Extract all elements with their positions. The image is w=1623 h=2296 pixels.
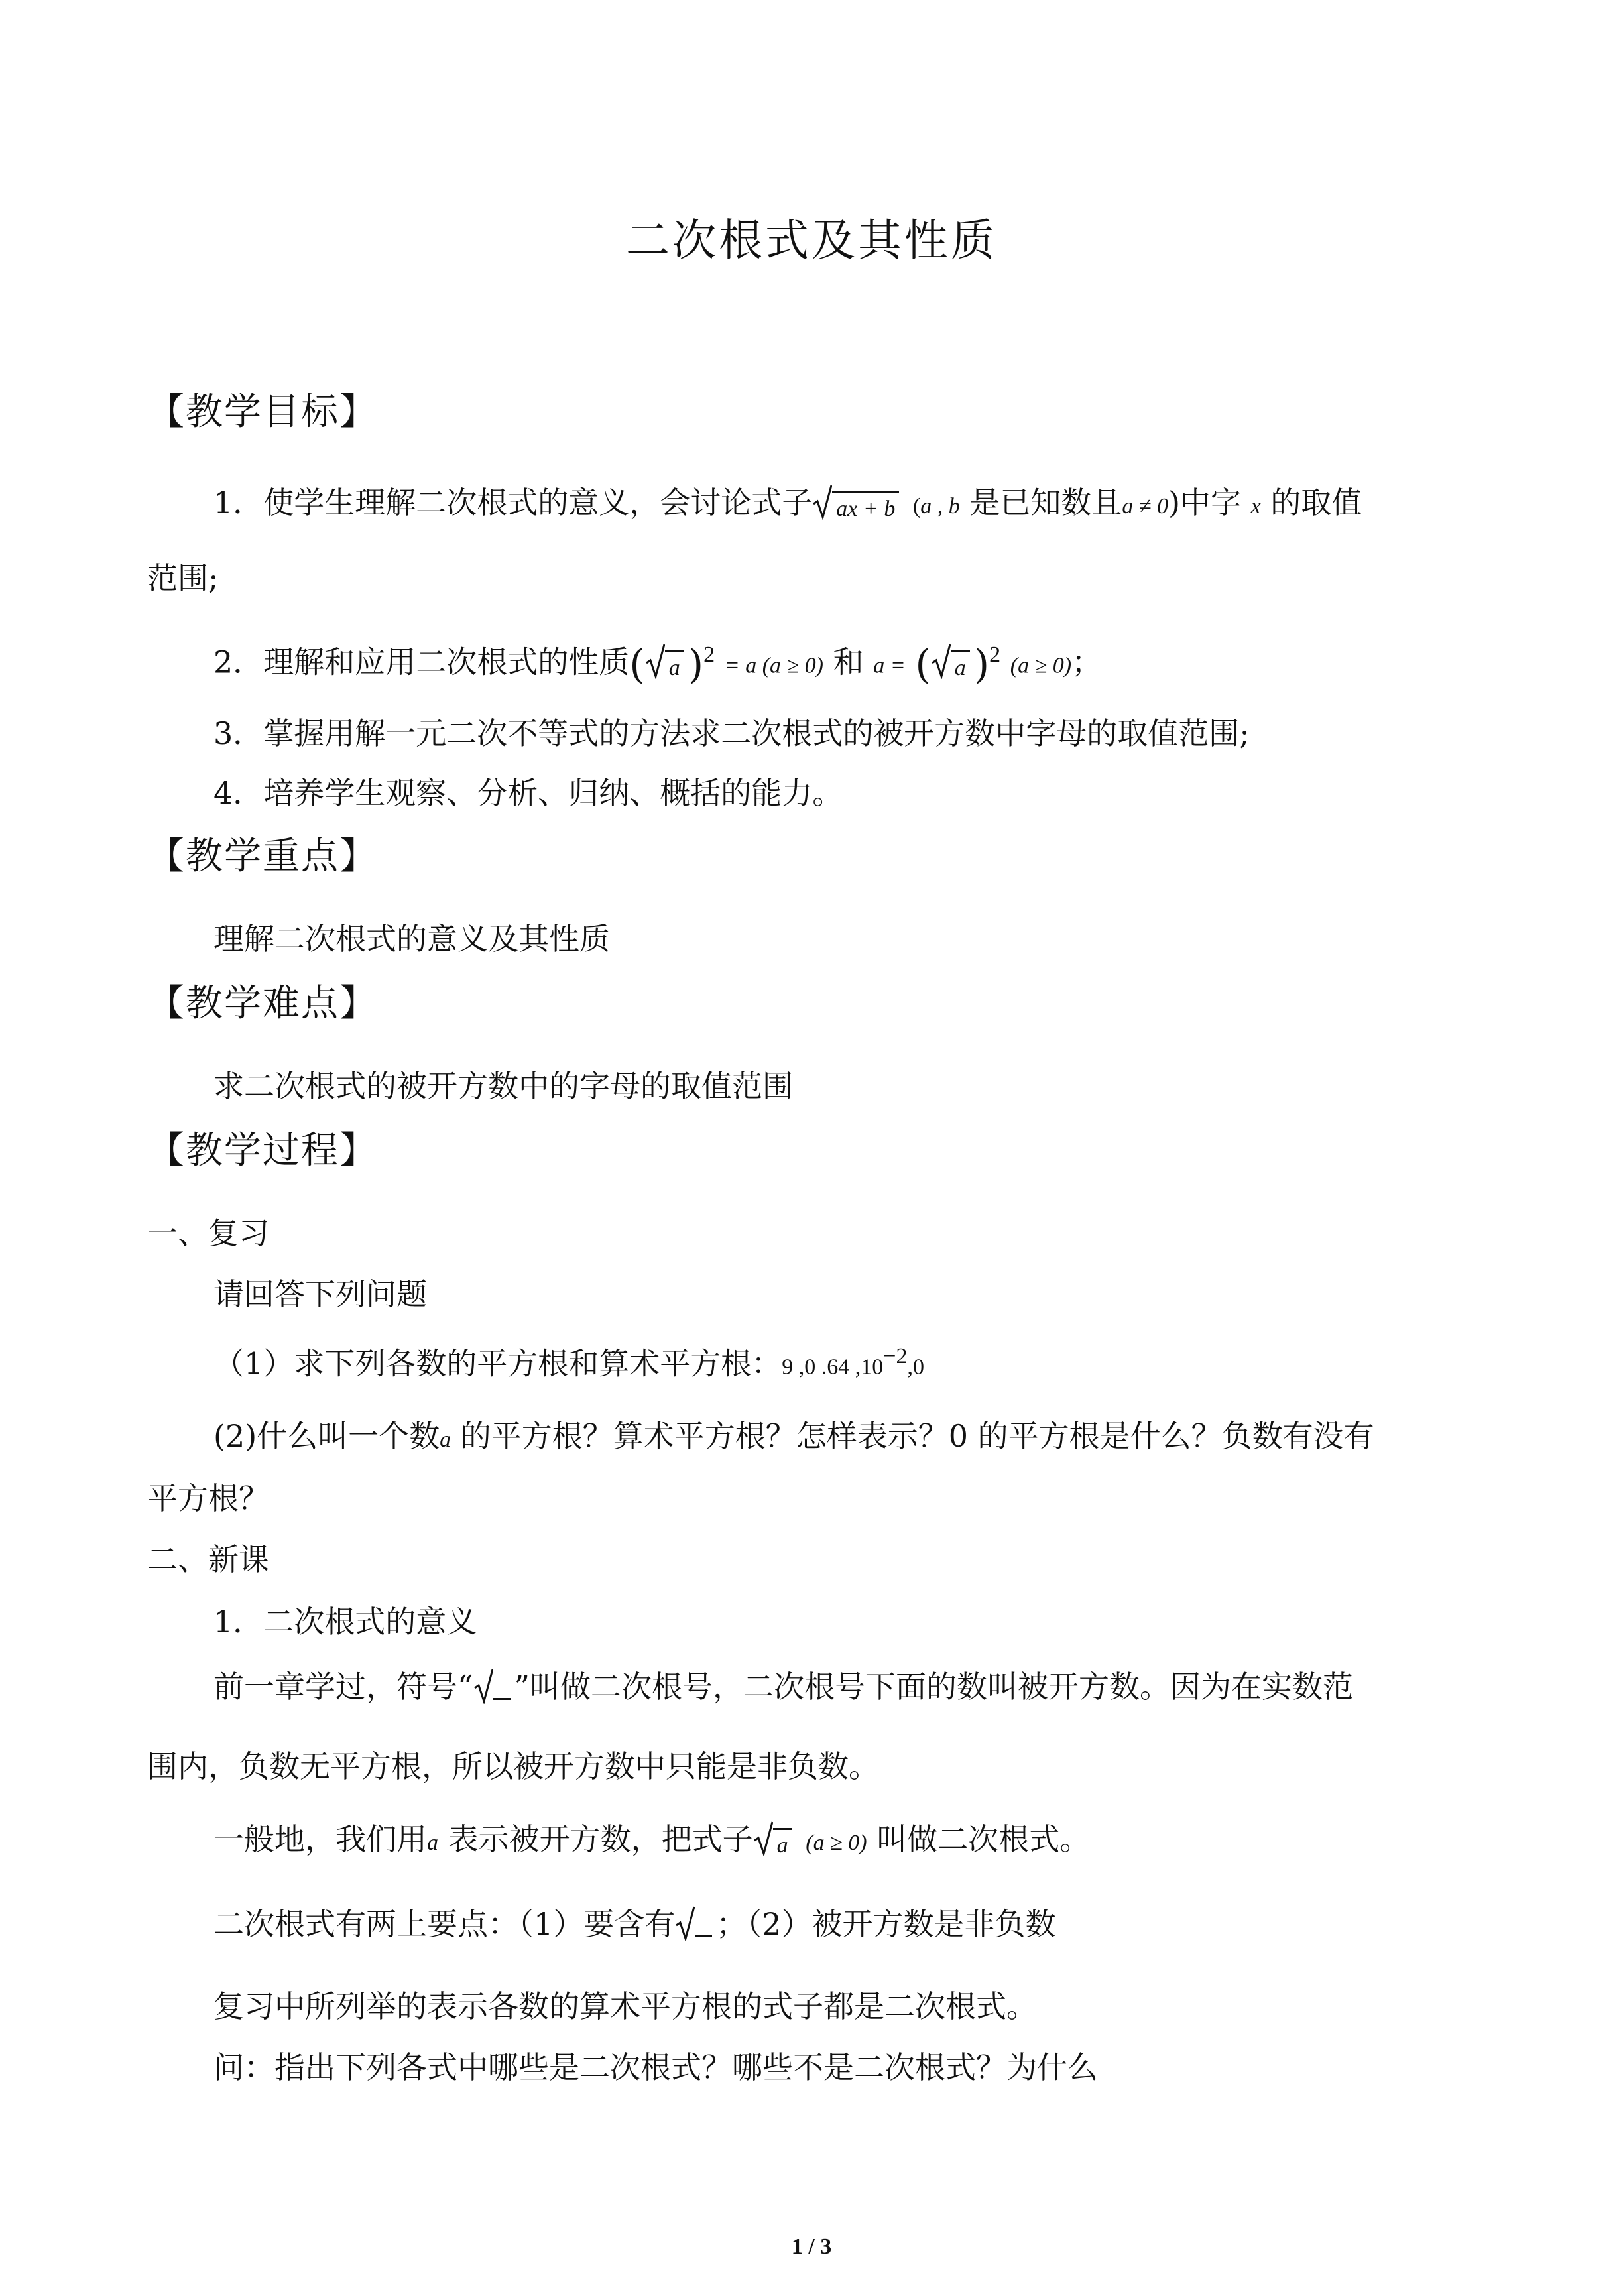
sqrt-a-2 xyxy=(931,643,974,686)
condition-a-nonzero: a ≠ 0 xyxy=(1122,494,1169,518)
var-a: a xyxy=(440,1427,451,1452)
section-heading-process: 【教学过程】 xyxy=(147,1129,378,1172)
paragraph-3-pre: 二次根式有两上要点：（1）要含有 xyxy=(213,1906,676,1942)
property-1-rhs: = a (a ≥ 0) xyxy=(724,653,823,678)
exponent-neg-2: −2 xyxy=(883,1344,908,1368)
review-intro: 请回答下列问题 xyxy=(213,1276,427,1312)
goal-1-continued: 范围; xyxy=(147,560,219,596)
goal-1 xyxy=(213,481,1362,528)
goal-3: 3．掌握用解一元二次不等式的方法求二次根式的被开方数中字母的取值范围; xyxy=(213,715,1250,751)
goal-2-text: 2．理解和应用二次根式的性质 xyxy=(213,644,630,680)
paragraph-1-continued: 围内，负数无平方根，所以被开方数中只能是非负数。 xyxy=(147,1748,879,1784)
var-a: a xyxy=(427,1831,438,1855)
question-2-pre: (2)什么叫一个数 xyxy=(213,1418,440,1454)
exponent-2-b: 2 xyxy=(989,642,1001,667)
section-heading-difficult: 【教学难点】 xyxy=(147,982,378,1025)
paragraph-1-post: ”叫做二次根号，二次根号下面的数叫被开方数。因为在实数范 xyxy=(514,1669,1354,1705)
radicand-a: a xyxy=(665,650,684,684)
radical-symbol xyxy=(473,1668,514,1711)
condition-a-nonneg: (a ≥ 0) xyxy=(806,1831,867,1855)
goal-2 xyxy=(213,634,1102,687)
new-lesson-heading: 二、新课 xyxy=(147,1541,269,1577)
paragraph-2-post: 叫做二次根式。 xyxy=(876,1821,1091,1857)
var-x: x xyxy=(1250,494,1261,518)
property-2-lhs: a = xyxy=(873,653,906,678)
paragraph-2 xyxy=(213,1818,1090,1864)
goal-1-close: )中字 xyxy=(1168,485,1242,520)
radical-symbol-2 xyxy=(675,1905,716,1948)
radical-sign-icon xyxy=(931,643,951,679)
radical-sign-icon xyxy=(812,484,832,520)
question-2-continued: 平方根？ xyxy=(147,1480,269,1516)
goal-2-end: ； xyxy=(1071,644,1103,680)
goal-1-mid: 是已知数且 xyxy=(969,485,1122,520)
paragraph-3-post: ；（2）被开方数是非负数 xyxy=(716,1906,1056,1942)
radical-sign-icon xyxy=(753,1821,773,1856)
question-1-numbers: 9 ,0 .64 ,10 xyxy=(782,1355,884,1380)
paragraph-2-mid: 表示被开方数，把式子 xyxy=(448,1821,753,1857)
exponent-2: 2 xyxy=(703,642,715,667)
goal-1-post: 的取值 xyxy=(1270,485,1362,520)
goal-1-text: 1．使学生理解二次根式的意义，会讨论式子 xyxy=(213,485,813,520)
radical-sign-icon xyxy=(473,1668,493,1704)
question-1 xyxy=(213,1335,924,1388)
paren-close: ) xyxy=(973,641,990,688)
paragraph-1-pre: 前一章学过，符号“ xyxy=(213,1669,473,1705)
radicand-a-3: a xyxy=(773,1828,792,1862)
paren-close: ) xyxy=(688,641,704,688)
paragraph-1 xyxy=(213,1665,1353,1711)
key-point-text: 理解二次根式的意义及其性质 xyxy=(213,921,610,957)
paren-open: ( xyxy=(629,641,645,688)
page-number: 1 / 3 xyxy=(791,2234,832,2259)
paragraph-4: 复习中所列举的表示各数的算术平方根的式子都是二次根式。 xyxy=(213,1988,1037,2024)
review-heading: 一、复习 xyxy=(147,1215,269,1251)
var-ab: a , b xyxy=(920,494,960,518)
paren-open: ( xyxy=(912,494,921,518)
paren-open: ( xyxy=(915,641,931,688)
question-1-text: （1）求下列各数的平方根和算术平方根： xyxy=(213,1345,782,1382)
question-2-post: 的平方根？算术平方根？怎样表示？0 的平方根是什么？负数有没有 xyxy=(460,1418,1374,1454)
sqrt-a-3 xyxy=(753,1821,796,1863)
page-title: 二次根式及其性质 xyxy=(626,215,997,266)
paragraph-3 xyxy=(213,1903,1056,1948)
radical-sign-icon xyxy=(675,1905,695,1941)
difficult-point-text: 求二次根式的被开方数中的字母的取值范围 xyxy=(213,1068,793,1104)
goal-2-and: 和 xyxy=(833,644,864,680)
goal-4: 4．培养学生观察、分析、归纳、概括的能力。 xyxy=(213,775,843,811)
radicand-a-2: a xyxy=(951,650,970,684)
sqrt-a xyxy=(645,643,688,686)
question-2 xyxy=(213,1415,1374,1461)
section-heading-goals: 【教学目标】 xyxy=(147,391,378,434)
property-2-cond: (a ≥ 0) xyxy=(1010,653,1072,678)
radicand: ax + b xyxy=(832,491,899,525)
section-heading-key: 【教学重点】 xyxy=(147,835,378,878)
subsection-1-title: 1．二次根式的意义 xyxy=(213,1604,477,1640)
paragraph-2-pre: 一般地，我们用 xyxy=(213,1821,427,1857)
sqrt-expression xyxy=(812,484,903,526)
question-1-tail: ,0 xyxy=(907,1355,924,1380)
radical-sign-icon xyxy=(645,643,665,679)
paragraph-5: 问：指出下列各式中哪些是二次根式？哪些不是二次根式？为什么 xyxy=(213,2049,1098,2085)
